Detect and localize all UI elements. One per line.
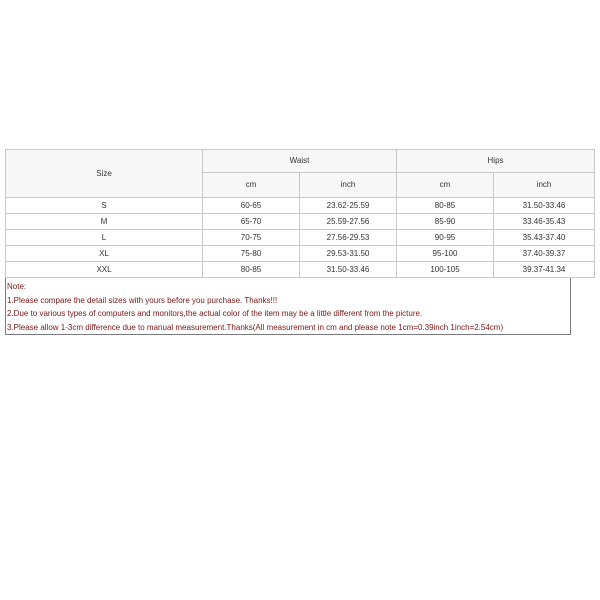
waist-cm-cell: 80-85: [203, 262, 300, 278]
table-row: [6, 198, 595, 214]
hips-inch-cell: 37.40-39.37: [494, 246, 595, 262]
note-line: 3.Please allow 1-3cm difference due to manual measurement.Thanks(All measurement in cm and please note 1cm=0.39inch 1inch=2.54cm): [7, 322, 504, 332]
table-row: [6, 246, 595, 262]
waist-cm-cell: 65-70: [203, 214, 300, 230]
hips-cm-cell: 95-100: [397, 246, 494, 262]
note-line: 2.Due to various types of computers and monitors,the actual color of the item may be a little different from the picture.: [7, 309, 423, 318]
size-chart: [5, 149, 594, 335]
waist-inch-cell: 29.53-31.50: [300, 246, 397, 262]
waist-inch-cell: 27.56-29.53: [300, 230, 397, 246]
note-line: 1.Please compare the detail sizes with yours before you purchase. Thanks!!!: [7, 295, 278, 305]
hips-cm-cell: 80-85: [397, 198, 494, 214]
table-row: [6, 230, 595, 246]
table-row: [6, 262, 595, 278]
size-cell: XL: [6, 246, 203, 262]
size-cell: M: [6, 214, 203, 230]
hips-group-header: Hips: [397, 150, 595, 173]
size-cell: L: [6, 230, 203, 246]
size-cell: S: [6, 198, 203, 214]
waist-cm-header: cm: [203, 173, 300, 198]
waist-cm-cell: 60-65: [203, 198, 300, 214]
hips-inch-header: inch: [494, 173, 595, 198]
waist-cm-cell: 70-75: [203, 230, 300, 246]
hips-cm-cell: 85-90: [397, 214, 494, 230]
hips-cm-cell: 100-105: [397, 262, 494, 278]
hips-inch-cell: 31.50-33.46: [494, 198, 595, 214]
table-row: [6, 214, 595, 230]
hips-inch-cell: 33.46-35.43: [494, 214, 595, 230]
waist-inch-cell: 31.50-33.46: [300, 262, 397, 278]
hips-cm-cell: 90-95: [397, 230, 494, 246]
notes-title: Note:: [7, 282, 27, 291]
size-column-header: Size: [6, 150, 203, 198]
notes-box: [5, 278, 571, 335]
waist-cm-cell: 75-80: [203, 246, 300, 262]
hips-inch-cell: 39.37-41.34: [494, 262, 595, 278]
size-table: [5, 149, 595, 278]
size-cell: XXL: [6, 262, 203, 278]
hips-cm-header: cm: [397, 173, 494, 198]
hips-inch-cell: 35.43-37.40: [494, 230, 595, 246]
waist-inch-cell: 25.59-27.56: [300, 214, 397, 230]
waist-inch-cell: 23.62-25.59: [300, 198, 397, 214]
waist-inch-header: inch: [300, 173, 397, 198]
waist-group-header: Waist: [203, 150, 397, 173]
group-header-row: [6, 150, 595, 173]
